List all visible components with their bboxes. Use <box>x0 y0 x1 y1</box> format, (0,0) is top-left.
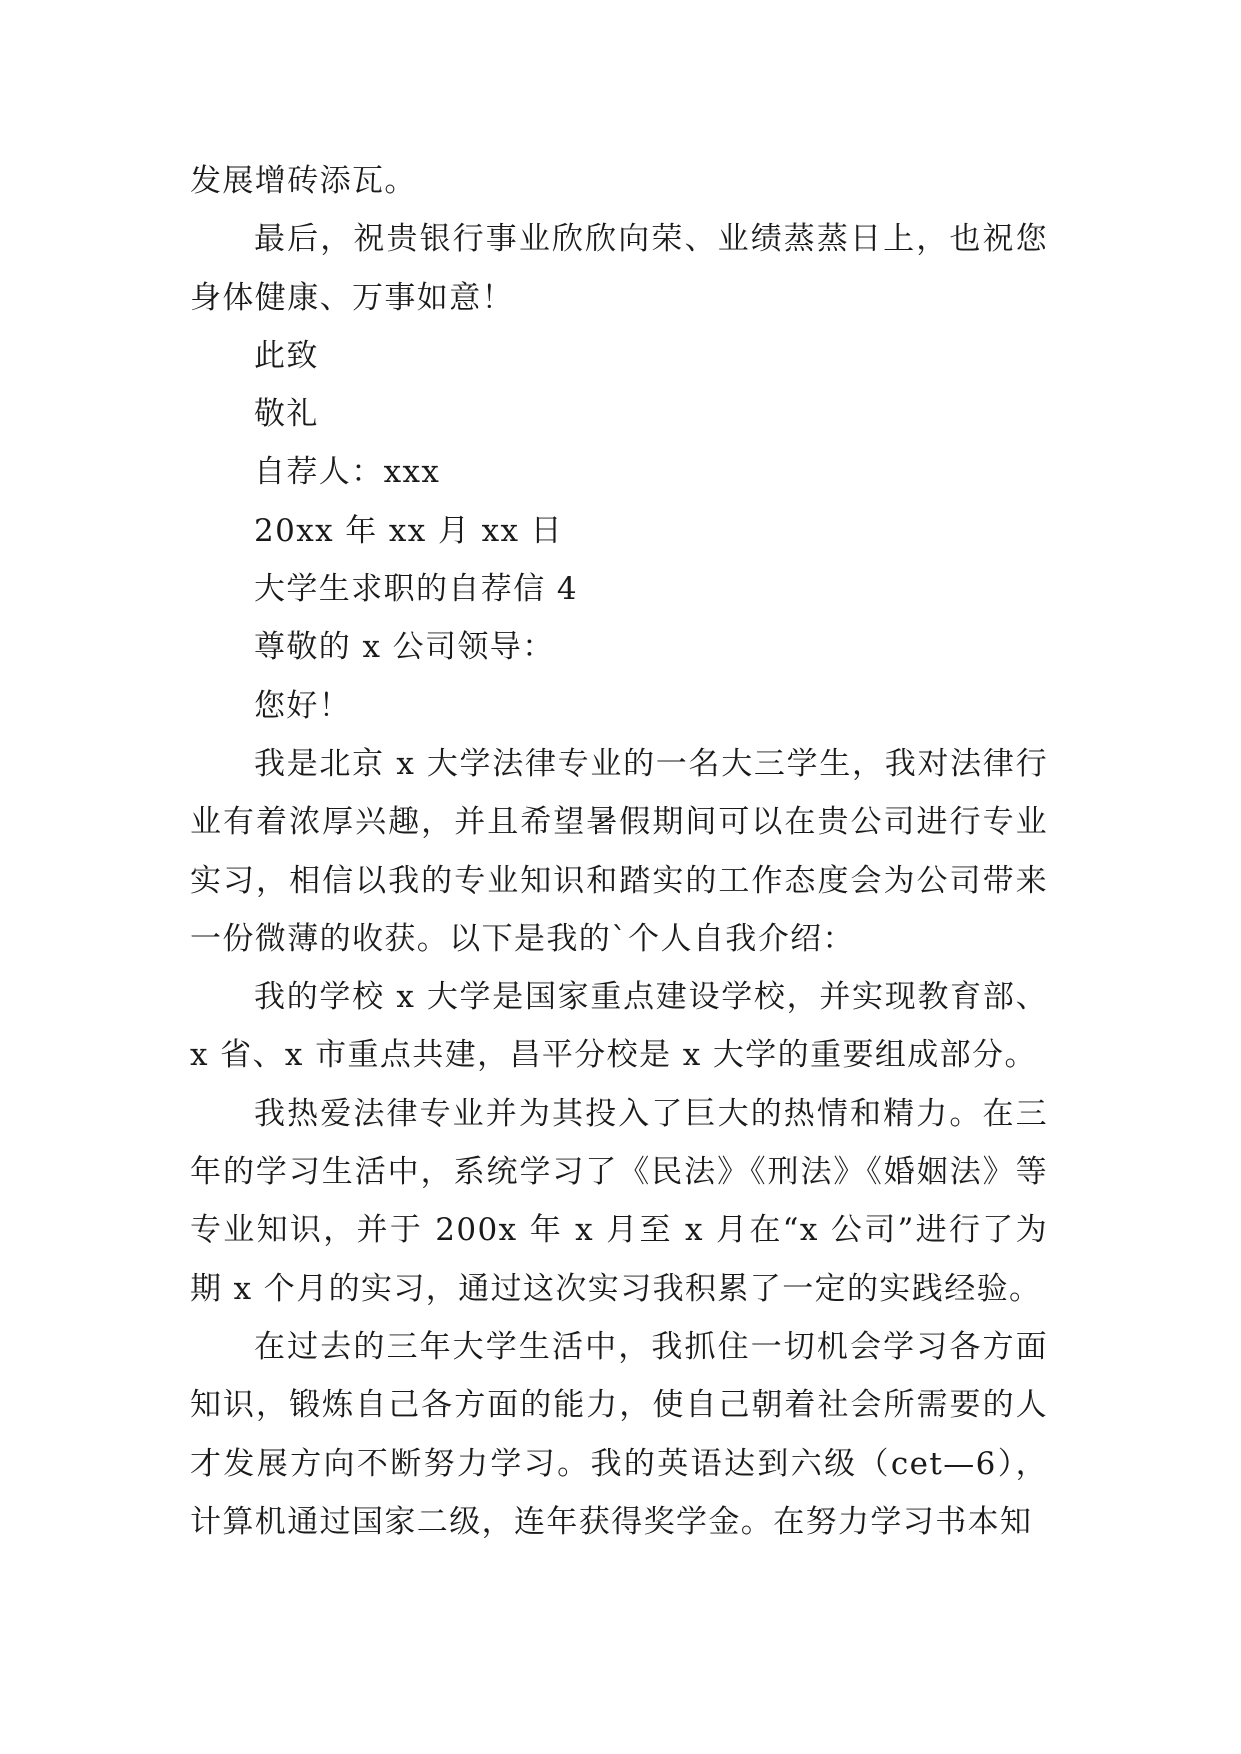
signature-line: 自荐人：xxx <box>254 454 441 491</box>
paragraph-major: 我热爱法律专业并为其投入了巨大的热情和精力。在三年的学习生活中，系统学习了《民法》《刑法》《婚姻法》等专业知识，并于 200x 年 x 月至 x 月在“x 公司”进行了为期 x 个月的实习，通过这次实习我积累了一定的实践经验。 <box>190 1095 1048 1307</box>
closing-salutation: 此致 <box>254 337 319 374</box>
paragraph-intro: 我是北京 x 大学法律专业的一名大三学生，我对法律行业有着浓厚兴趣，并且希望暑假期间可以在贵公司进行专业实习，相信以我的专业知识和踏实的工作态度会为公司带来一份微薄的收获。以下是我的`个人自我介绍： <box>190 745 1048 957</box>
date-line: 20xx 年 xx 月 xx 日 <box>254 512 564 549</box>
letter-hello: 您好！ <box>254 687 352 724</box>
document-body <box>190 152 1048 1551</box>
paragraph-2: 最后，祝贵银行事业欣欣向荣、业绩蒸蒸日上，也祝您身体健康、万事如意！ <box>190 221 1048 316</box>
closing-respect: 敬礼 <box>254 396 319 433</box>
letter-greeting: 尊敬的 x 公司领导： <box>254 629 555 666</box>
paragraph-study: 在过去的三年大学生活中，我抓住一切机会学习各方面知识，锻炼自己各方面的能力，使自己朝着社会所需要的人才发展方向不断努力学习。我的英语达到六级（cet—6），计算机通过国家二级，连年获得奖学金。在努力学习书本知 <box>190 1328 1048 1540</box>
paragraph-1: 发展增砖添瓦。 <box>190 163 417 199</box>
paragraph-school: 我的学校 x 大学是国家重点建设学校，并实现教育部、x 省、x 市重点共建，昌平分校是 x 大学的重要组成部分。 <box>190 979 1048 1074</box>
letter-heading: 大学生求职的自荐信 4 <box>254 571 578 608</box>
